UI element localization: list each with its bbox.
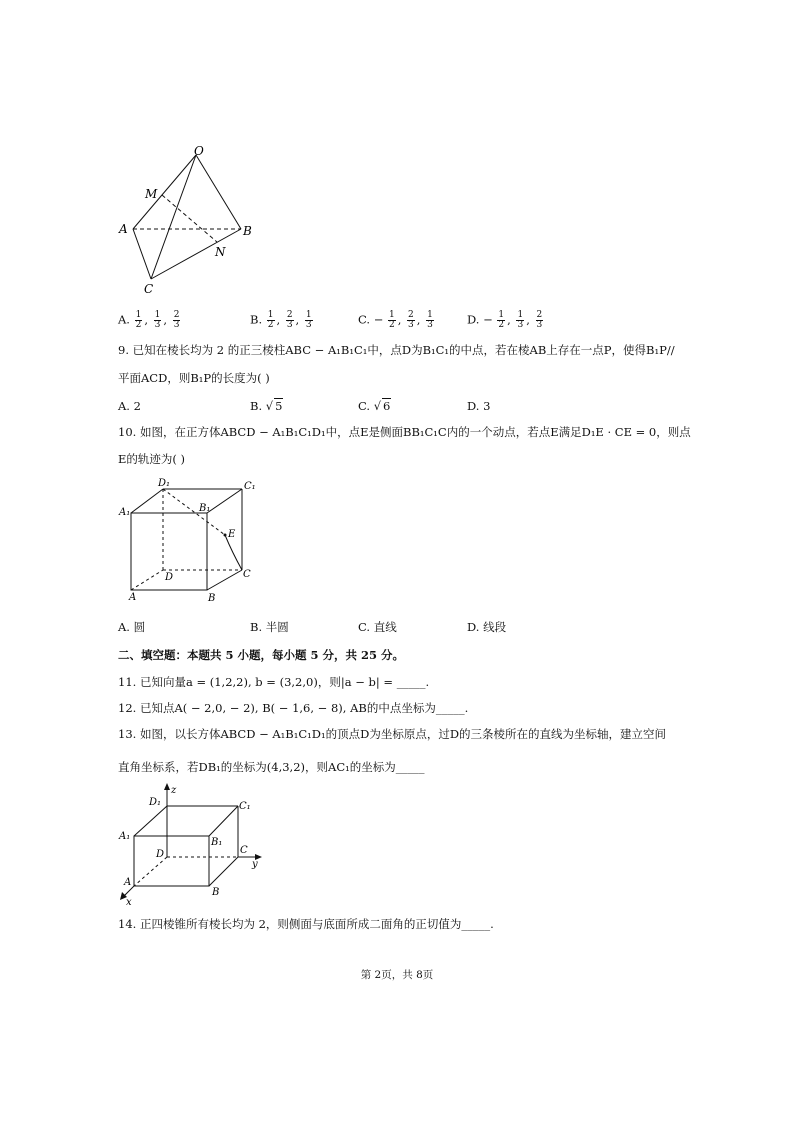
label-d1: D₁ <box>158 478 171 489</box>
label-a1: A₁ <box>119 831 131 842</box>
segment-d1e-dashed <box>163 489 225 535</box>
q13-stem-line1: 13. 如图，以长方体ABCD − A₁B₁C₁D₁的顶点D为坐标原点，过D的三条棱所在的直线为坐标轴，建立空间 <box>118 727 667 741</box>
edge-b1c1 <box>207 489 242 513</box>
fraction: $\frac{1}{2}$ <box>135 310 142 330</box>
page-footer: 第 2页，共 8页 <box>360 969 434 981</box>
label-z: z <box>171 785 177 796</box>
edge-ad-hidden <box>131 570 163 590</box>
label-e: E <box>228 529 236 540</box>
q8-option-d[interactable]: D. − $\frac{1}{2}$ , $\frac{1}{3}$ , $\frac{2}{3}$ <box>467 310 543 330</box>
edge-a1d1 <box>134 806 167 836</box>
q8-option-a-label: A. <box>118 312 130 327</box>
label-m: M <box>145 187 158 201</box>
edge-ac <box>133 229 151 279</box>
q11-stem: 11. 已知向量a = (1,2,2), b = (3,2,0)，则|a − b| = _____. <box>118 675 430 689</box>
z-axis-arrow <box>164 783 170 790</box>
label-n: N <box>215 245 226 259</box>
fraction: $\frac{2}{3}$ <box>536 310 543 330</box>
x-axis-hidden <box>134 857 167 886</box>
section-heading: 二、填空题：本题共 5 小题，每小题 5 分，共 25 分。 <box>118 648 405 662</box>
q10-option-c[interactable]: C. 直线 <box>358 620 397 634</box>
fraction: $\frac{2}{3}$ <box>173 310 180 330</box>
q12-stem: 12. 已知点A( − 2,0, − 2), B( − 1,6, − 8), AB的中点坐标为_____. <box>118 701 469 715</box>
edge-oc <box>151 155 196 279</box>
fraction: $\frac{1}{2}$ <box>498 310 505 330</box>
cuboid-axes-figure <box>112 781 272 909</box>
q8-option-a[interactable]: A. $\frac{1}{2}$ , $\frac{1}{3}$ , $\frac{2}{3}$ <box>118 310 180 330</box>
label-o: O <box>194 144 204 158</box>
label-c: C <box>243 569 251 580</box>
label-a: A <box>129 592 137 603</box>
cube-figure <box>112 474 262 606</box>
label-b1: B₁ <box>199 503 211 514</box>
fraction: $\frac{1}{2}$ <box>389 310 395 330</box>
edge-a1d1 <box>131 489 163 513</box>
label-x: x <box>126 897 132 908</box>
label-c1: C₁ <box>239 801 251 812</box>
label-c1: C₁ <box>244 481 256 492</box>
q13-stem-line2: 直角坐标系，若DB₁的坐标为(4,3,2)，则AC₁的坐标为_____ <box>118 760 425 774</box>
fraction: $\frac{2}{3}$ <box>408 310 414 330</box>
q10-option-a[interactable]: A. 圆 <box>118 620 146 634</box>
q9-option-c[interactable] <box>358 398 391 414</box>
q10-stem-line1: 10. 如图，在正方体ABCD − A₁B₁C₁D₁中，点E是侧面BB₁C₁C内的一个动点，若点E满足D₁E · CE = 0，则点 <box>118 425 691 439</box>
edge-oa <box>133 155 196 229</box>
q9-stem-line2: 平面ACD，则B₁P的长度为( ) <box>118 371 270 385</box>
edge-b1c1 <box>209 806 238 836</box>
fraction: $\frac{1}{3}$ <box>154 310 161 330</box>
q8-option-c-label: C. − <box>358 312 384 327</box>
label-a: A <box>119 222 128 236</box>
edge-ob <box>196 155 241 229</box>
label-b: B <box>208 593 216 604</box>
label-y: y <box>252 859 258 870</box>
q9-option-c-radicand: 6 <box>383 399 391 413</box>
edge-bc <box>207 570 242 590</box>
label-c: C <box>240 845 248 856</box>
q8-option-c[interactable]: C. − $\frac{1}{2}$ , $\frac{2}{3}$ , $\frac{1}{3}$ <box>358 310 433 330</box>
tetrahedron-figure <box>112 140 262 300</box>
edge-cb <box>151 229 241 279</box>
trajectory-ec <box>225 535 242 570</box>
label-b: B <box>243 224 252 238</box>
fraction: $\frac{1}{3}$ <box>427 310 433 330</box>
q9-option-b[interactable] <box>250 398 283 414</box>
fraction: $\frac{1}{3}$ <box>305 310 312 330</box>
label-a1: A₁ <box>119 507 131 518</box>
fraction: $\frac{1}{3}$ <box>517 310 524 330</box>
label-d1: D₁ <box>149 797 162 808</box>
q8-option-b[interactable]: B. $\frac{1}{2}$ , $\frac{2}{3}$ , $\frac{1}{3}$ <box>250 310 312 330</box>
q9-option-a[interactable]: A. 2 <box>118 399 141 413</box>
label-d: D <box>165 572 174 583</box>
cuboid-front-face <box>134 836 209 886</box>
edge-bc <box>209 857 238 886</box>
fraction: $\frac{2}{3}$ <box>286 310 293 330</box>
label-d: D <box>156 849 165 860</box>
fraction: $\frac{1}{2}$ <box>267 310 274 330</box>
label-c: C <box>144 282 154 296</box>
label-b1: B₁ <box>211 837 223 848</box>
q8-option-b-label: B. <box>250 312 263 327</box>
q9-option-b-prefix: B. √ <box>250 399 274 413</box>
label-a: A <box>124 877 132 888</box>
q9-option-d[interactable]: D. 3 <box>467 399 491 413</box>
q8-option-d-label: D. − <box>467 312 493 327</box>
label-b: B <box>212 887 220 898</box>
q10-stem-line2: E的轨迹为( ) <box>118 452 186 466</box>
q10-option-d[interactable]: D. 线段 <box>467 620 507 634</box>
q14-stem: 14. 正四棱锥所有棱长均为 2，则侧面与底面所成二面角的正切值为_____. <box>118 917 494 931</box>
point-e <box>224 534 227 537</box>
q10-option-b[interactable]: B. 半圆 <box>250 620 289 634</box>
q9-option-c-prefix: C. √ <box>358 399 382 413</box>
segment-mn-dashed <box>162 195 217 242</box>
q9-stem-line1: 9. 已知在棱长均为 2 的正三棱柱ABC − A₁B₁C₁中，点D为B₁C₁的中点，若在棱AB上存在一点P，使得B₁P// <box>118 343 675 357</box>
q9-option-b-radicand: 5 <box>275 399 283 413</box>
